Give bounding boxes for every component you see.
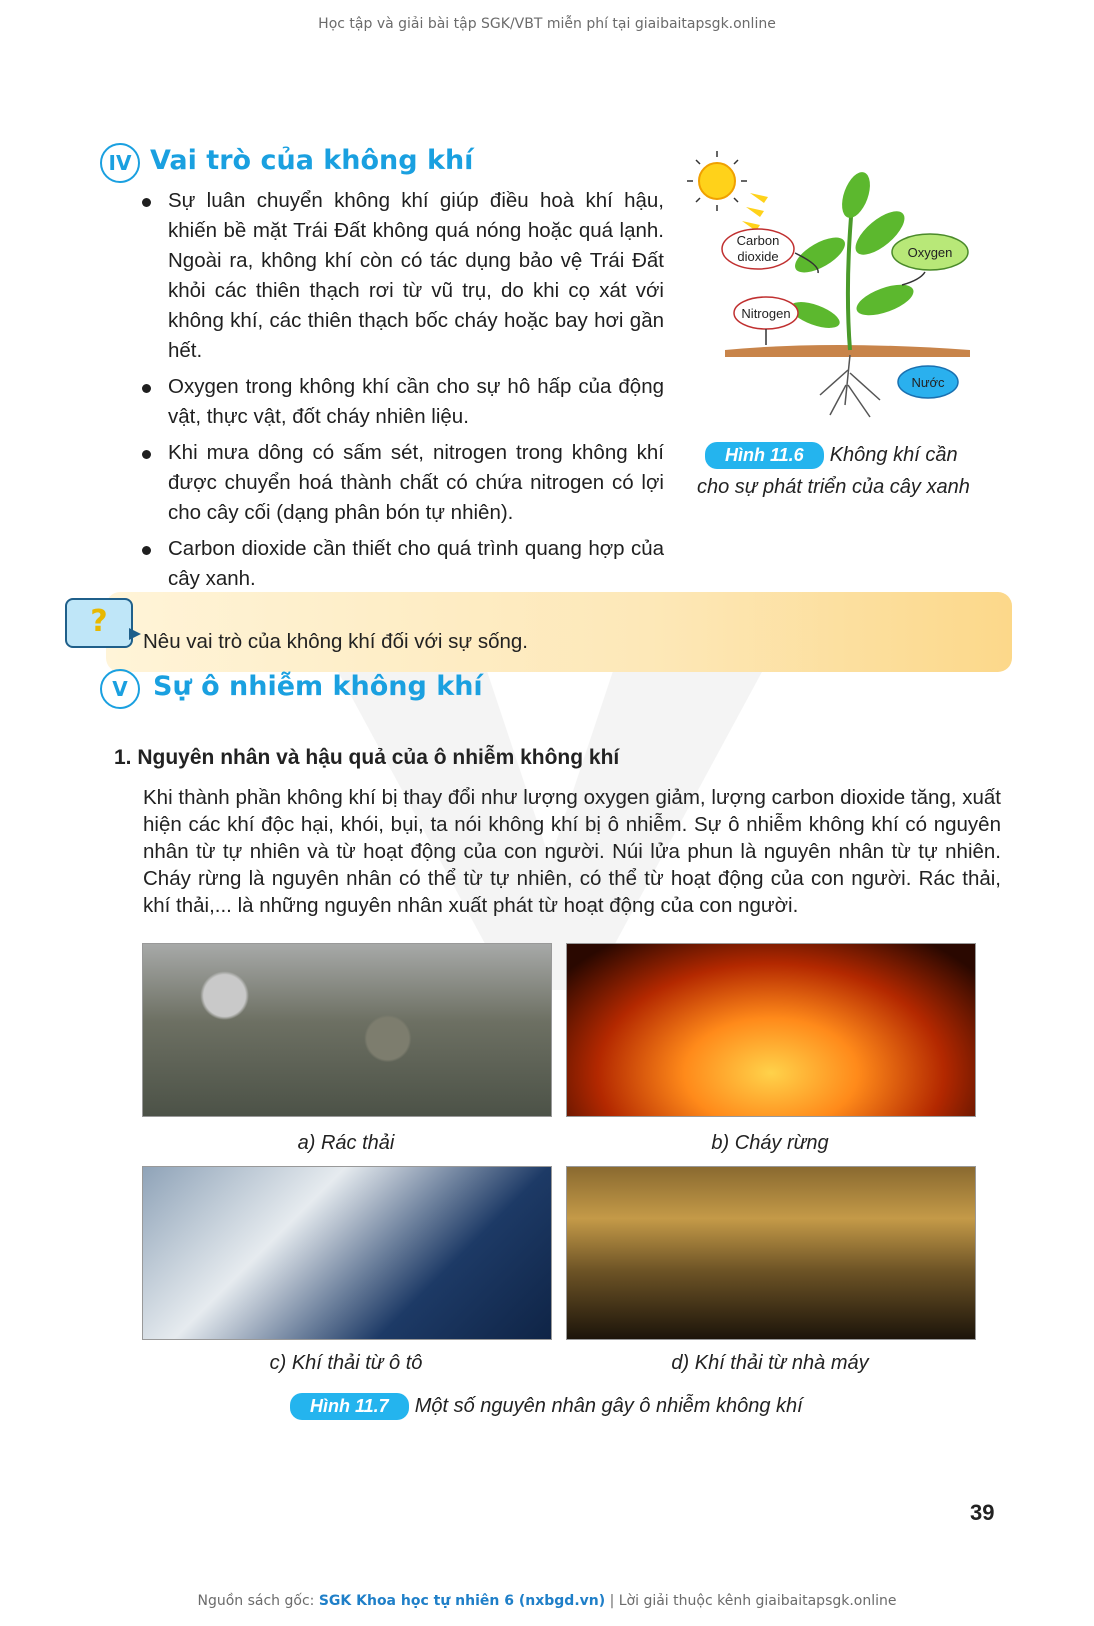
figure-tag: Hình 11.7 (290, 1393, 409, 1420)
section-title: Sự ô nhiễm không khí (153, 671, 483, 702)
sunlight-arrows (742, 193, 768, 231)
footer-prefix: Nguồn sách gốc: (197, 1593, 315, 1609)
question-icon: ? (65, 598, 133, 648)
photo-car-exhaust (142, 1166, 552, 1340)
bullet-item: Oxygen trong không khí cần cho sự hô hấp của động vật, thực vật, đốt cháy nhiên liệu. (136, 372, 664, 432)
plant-diagram (680, 145, 980, 425)
question-text: Nêu vai trò của không khí đối với sự sống. (143, 630, 528, 653)
figure-caption-line2: cho sự phát triển của cây xanh (697, 476, 970, 498)
figure-caption (705, 442, 985, 469)
photo-caption: b) Cháy rừng (711, 1132, 829, 1154)
roots (820, 355, 880, 417)
photo-forest-fire (566, 943, 976, 1117)
bullet-item: Sự luân chuyển không khí giúp điều hoà khí hậu, khiến bề mặt Trái Đất không quá nóng hoặc quá lạnh. Ngoài ra, không khí còn có tác dụng bảo vệ Trái Đất khỏi các thiên thạch rơi từ vũ trụ, do khi cọ xát với không khí, các thiên thạch bốc cháy hoặc bay hơi gần hết. (136, 186, 664, 366)
photo-factory-smoke (566, 1166, 976, 1340)
photo-caption: a) Rác thải (297, 1132, 395, 1154)
figure-caption-line1: Không khí cần (829, 444, 958, 466)
dioxide-label: dioxide (737, 249, 779, 264)
figure-caption (290, 1393, 990, 1420)
carbon-label: Carbon (736, 233, 780, 248)
section-title: Vai trò của không khí (150, 145, 474, 176)
photo-garbage (142, 943, 552, 1117)
bullet-list (136, 186, 664, 600)
subheading: 1. Nguyên nhân và hậu quả của ô nhiễm không khí (114, 746, 620, 769)
section-number-icon: V (100, 669, 140, 709)
body-paragraph: Khi thành phần không khí bị thay đổi như lượng oxygen giảm, lượng carbon dioxide tăng, xuất hiện các khí độc hại, khói, bụi, ta nói không khí bị ô nhiễm. Sự ô nhiễm không khí có nguyên nhân từ tự nhiên và từ hoạt động của con người. Núi lửa phun là nguyên nhân từ tự nhiên. Cháy rừng là nguyên nhân có thể từ tự nhiên, có thể từ hoạt động của con người. Rác thải, khí thải,... là những nguyên nhân xuất phát từ hoạt động của con người. (143, 786, 1001, 917)
sun-icon (687, 151, 747, 211)
photo-caption: c) Khí thải từ ô tô (269, 1352, 423, 1374)
figure-caption-text: Một số nguyên nhân gây ô nhiễm không khí (414, 1395, 803, 1417)
photo-caption: d) Khí thải từ nhà máy (671, 1352, 869, 1374)
bullet-item: Khi mưa dông có sấm sét, nitrogen trong không khí được chuyển hoá thành chất có chứa nitrogen có lợi cho cây cối (dạng phân bón tự nhiên). (136, 438, 664, 528)
nitrogen-label: Nitrogen (741, 306, 791, 321)
figure-tag: Hình 11.6 (705, 442, 824, 469)
water-label: Nước (911, 375, 945, 390)
footer-source-link[interactable]: SGK Khoa học tự nhiên 6 (nxbgd.vn) (318, 1593, 606, 1609)
bullet-item: Carbon dioxide cần thiết cho quá trình quang hợp của cây xanh. (136, 534, 664, 594)
soil (725, 345, 970, 357)
page-number: 39 (970, 1500, 995, 1525)
footer-suffix: | Lời giải thuộc kênh giaibaitapsgk.online (609, 1593, 897, 1609)
page-footer (0, 1593, 1094, 1609)
page-header: Học tập và giải bài tập SGK/VBT miễn phí tại giaibaitapsgk.online (318, 16, 776, 32)
oxygen-label: Oxygen (907, 245, 953, 260)
section-number-icon: IV (100, 143, 140, 183)
